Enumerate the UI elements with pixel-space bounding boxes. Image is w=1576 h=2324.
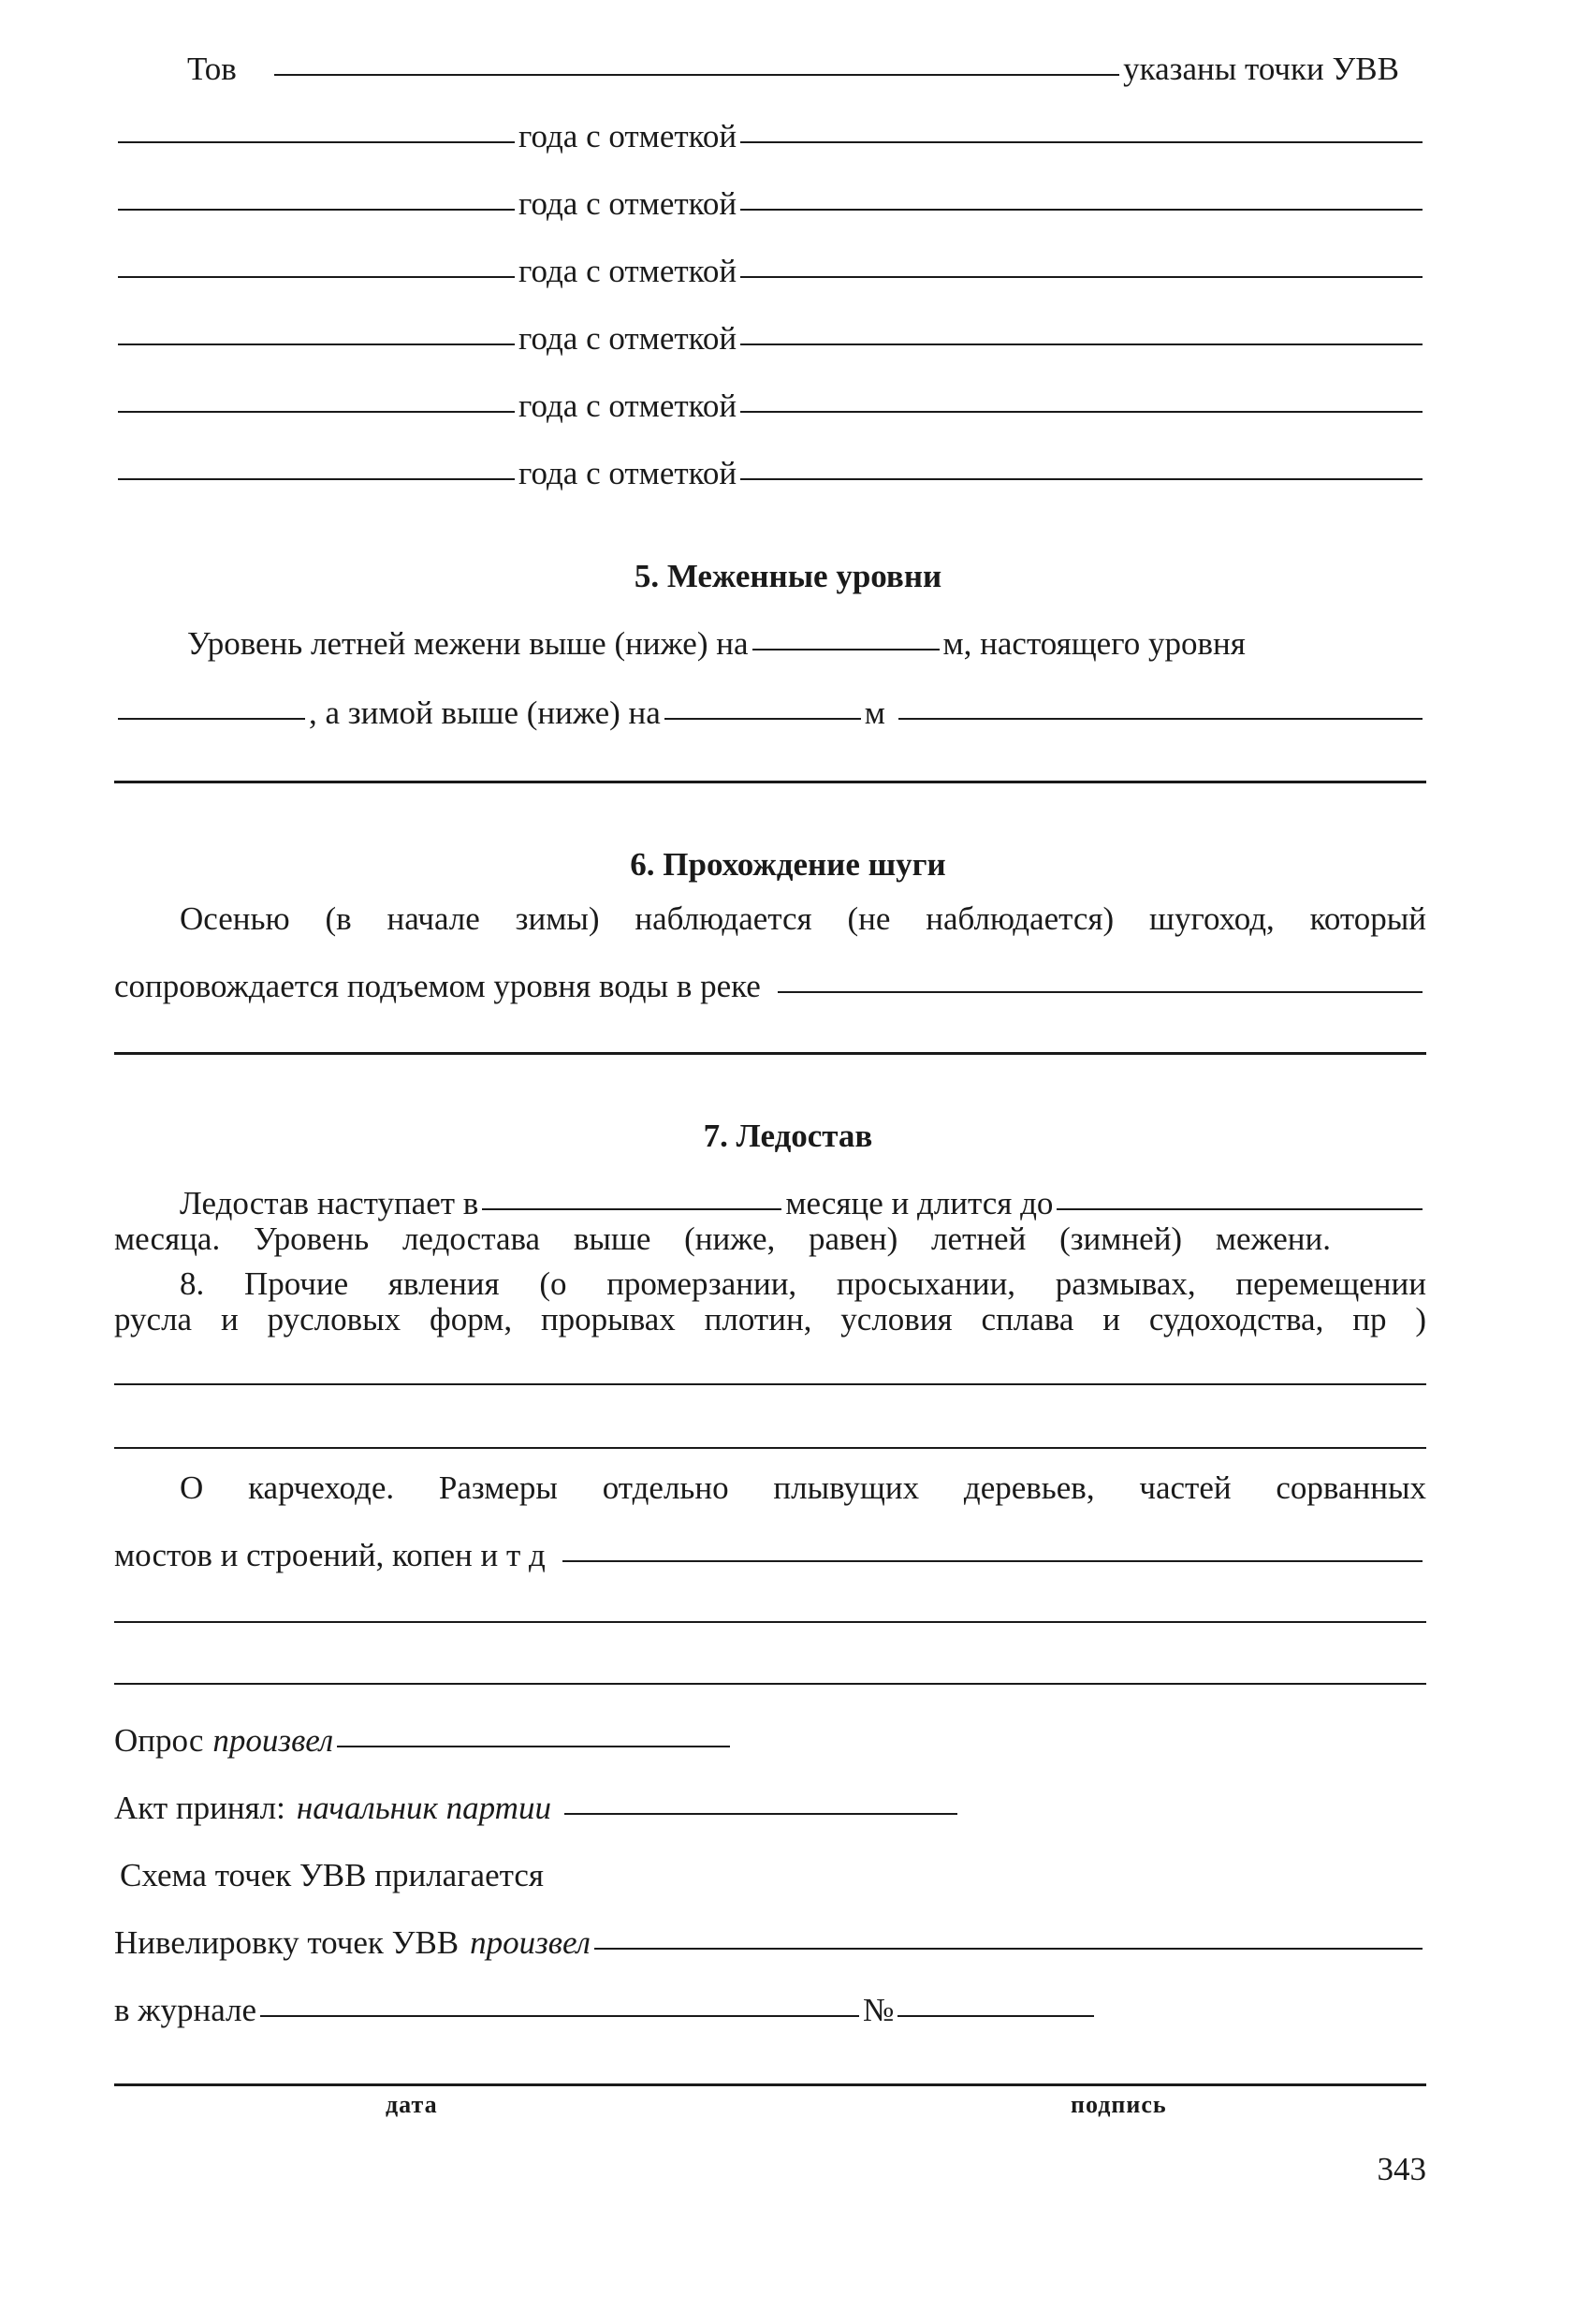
winter-level-blank[interactable]	[664, 718, 861, 720]
year-mark-row-5	[114, 389, 1426, 422]
act-row	[114, 1791, 1050, 1824]
year-blank[interactable]	[118, 478, 515, 480]
party-chief-label: начальник партии	[296, 1790, 551, 1826]
scheme-label: Схема точек УВВ прилагается	[120, 1857, 544, 1893]
driftwood-blank-line-1[interactable]	[114, 1621, 1426, 1623]
year-mark-label: года с отметкой	[518, 185, 737, 222]
slush-line-1: Осенью (в начале зимы) наблюдается (не наблюдается) шугоход, который	[180, 900, 1426, 937]
mark-blank[interactable]	[740, 141, 1423, 143]
low-water-row-1	[187, 627, 1426, 660]
mark-blank[interactable]	[740, 276, 1423, 278]
year-blank[interactable]	[118, 209, 515, 211]
party-chief-blank[interactable]	[564, 1813, 957, 1815]
page-number: 343	[1377, 2151, 1426, 2187]
year-mark-label: года с отметкой	[518, 320, 737, 357]
year-blank[interactable]	[118, 411, 515, 413]
freeze-label-a: Ледостав наступает в	[180, 1185, 479, 1221]
summer-level-blank[interactable]	[752, 649, 940, 650]
levelling-row	[114, 1926, 1426, 1959]
mark-blank[interactable]	[740, 478, 1423, 480]
year-mark-label: года с отметкой	[518, 118, 737, 154]
year-mark-row-3	[114, 255, 1426, 287]
survey-by-label: произвел	[212, 1722, 334, 1759]
signature-caption: подпись	[1071, 2091, 1167, 2118]
survey-label: Опрос	[114, 1722, 204, 1759]
driftwood-row-2	[114, 1539, 1426, 1571]
year-blank[interactable]	[118, 276, 515, 278]
tov-blank[interactable]	[274, 74, 1119, 76]
year-mark-row-4	[114, 322, 1426, 355]
freeze-label-b: месяце и длится до	[785, 1185, 1054, 1221]
driftwood-label: мостов и строений, копен и т д	[114, 1537, 546, 1573]
levelling-by-blank[interactable]	[594, 1948, 1423, 1950]
freeze-month-blank[interactable]	[482, 1208, 781, 1210]
year-mark-label: года с отметкой	[518, 455, 737, 491]
other-events-line-2: русла и русловых форм, прорывах плотин, условия сплава и судоходства, пр )	[114, 1301, 1426, 1337]
current-level-blank[interactable]	[118, 718, 305, 720]
journal-blank[interactable]	[260, 2015, 859, 2017]
driftwood-blank-line-2[interactable]	[114, 1683, 1426, 1685]
date-caption: дата	[386, 2091, 438, 2118]
tov-label: Тов	[187, 51, 237, 87]
year-mark-row-6	[114, 457, 1426, 490]
section-5-blank-line[interactable]	[114, 781, 1426, 783]
journal-number-blank[interactable]	[897, 2015, 1094, 2017]
levelling-label: Нивелировку точек УВВ	[114, 1924, 460, 1961]
levelling-by-label: произвел	[470, 1924, 591, 1961]
mark-blank[interactable]	[740, 411, 1423, 413]
driftwood-line-1: О карчеходе. Размеры отдельно плывущих деревьев, частей сорванных	[180, 1469, 1426, 1506]
other-events-blank-1[interactable]	[114, 1383, 1426, 1385]
mark-blank[interactable]	[740, 209, 1423, 211]
driftwood-blank[interactable]	[562, 1560, 1423, 1562]
uvv-points-label: указаны точки УВВ	[1123, 51, 1399, 87]
winter-note-blank[interactable]	[898, 718, 1423, 720]
section-7-heading: 7. Ледостав	[703, 1118, 873, 1154]
survey-row	[114, 1724, 769, 1757]
freeze-line-2: месяца. Уровень ледостава выше (ниже, равен) летней (зимней) межени.	[114, 1220, 1331, 1257]
year-mark-row-2	[114, 187, 1426, 220]
freeze-until-blank[interactable]	[1057, 1208, 1423, 1210]
other-events-blank-2[interactable]	[114, 1447, 1426, 1449]
year-mark-row-1	[114, 120, 1426, 153]
section-5-heading: 5. Меженные уровни	[634, 558, 942, 594]
year-blank[interactable]	[118, 141, 515, 143]
year-mark-label: года с отметкой	[518, 387, 737, 424]
scheme-row	[120, 1859, 1432, 1892]
act-label: Акт принял:	[114, 1790, 285, 1826]
low-water-row-2	[114, 696, 1426, 729]
slush-label: сопровождается подъемом уровня воды в реке	[114, 968, 761, 1004]
section-6-heading: 6. Прохождение шуги	[630, 846, 946, 883]
slush-row-2	[114, 970, 1426, 1002]
journal-label: в журнале	[114, 1992, 257, 2028]
journal-row	[114, 1994, 1144, 2026]
other-events-line-1: 8. Прочие явления (о промерзании, просыхании, размывах, перемещении	[180, 1265, 1426, 1302]
slush-blank[interactable]	[778, 991, 1423, 993]
low-water-label-b: м, настоящего уровня	[942, 625, 1246, 662]
low-water-label-a: Уровень летней межени выше (ниже) на	[187, 625, 749, 662]
survey-by-blank[interactable]	[337, 1746, 730, 1747]
date-signature-line[interactable]	[114, 2083, 1426, 2086]
winter-label-a: , а зимой выше (ниже) на	[309, 694, 661, 731]
mark-blank[interactable]	[740, 343, 1423, 345]
year-mark-label: года с отметкой	[518, 253, 737, 289]
freeze-row-1	[180, 1187, 1426, 1220]
winter-label-b: м	[864, 694, 885, 731]
tov-row	[187, 52, 1399, 85]
section-6-blank-line[interactable]	[114, 1052, 1426, 1055]
year-blank[interactable]	[118, 343, 515, 345]
number-sign: №	[863, 1992, 895, 2028]
